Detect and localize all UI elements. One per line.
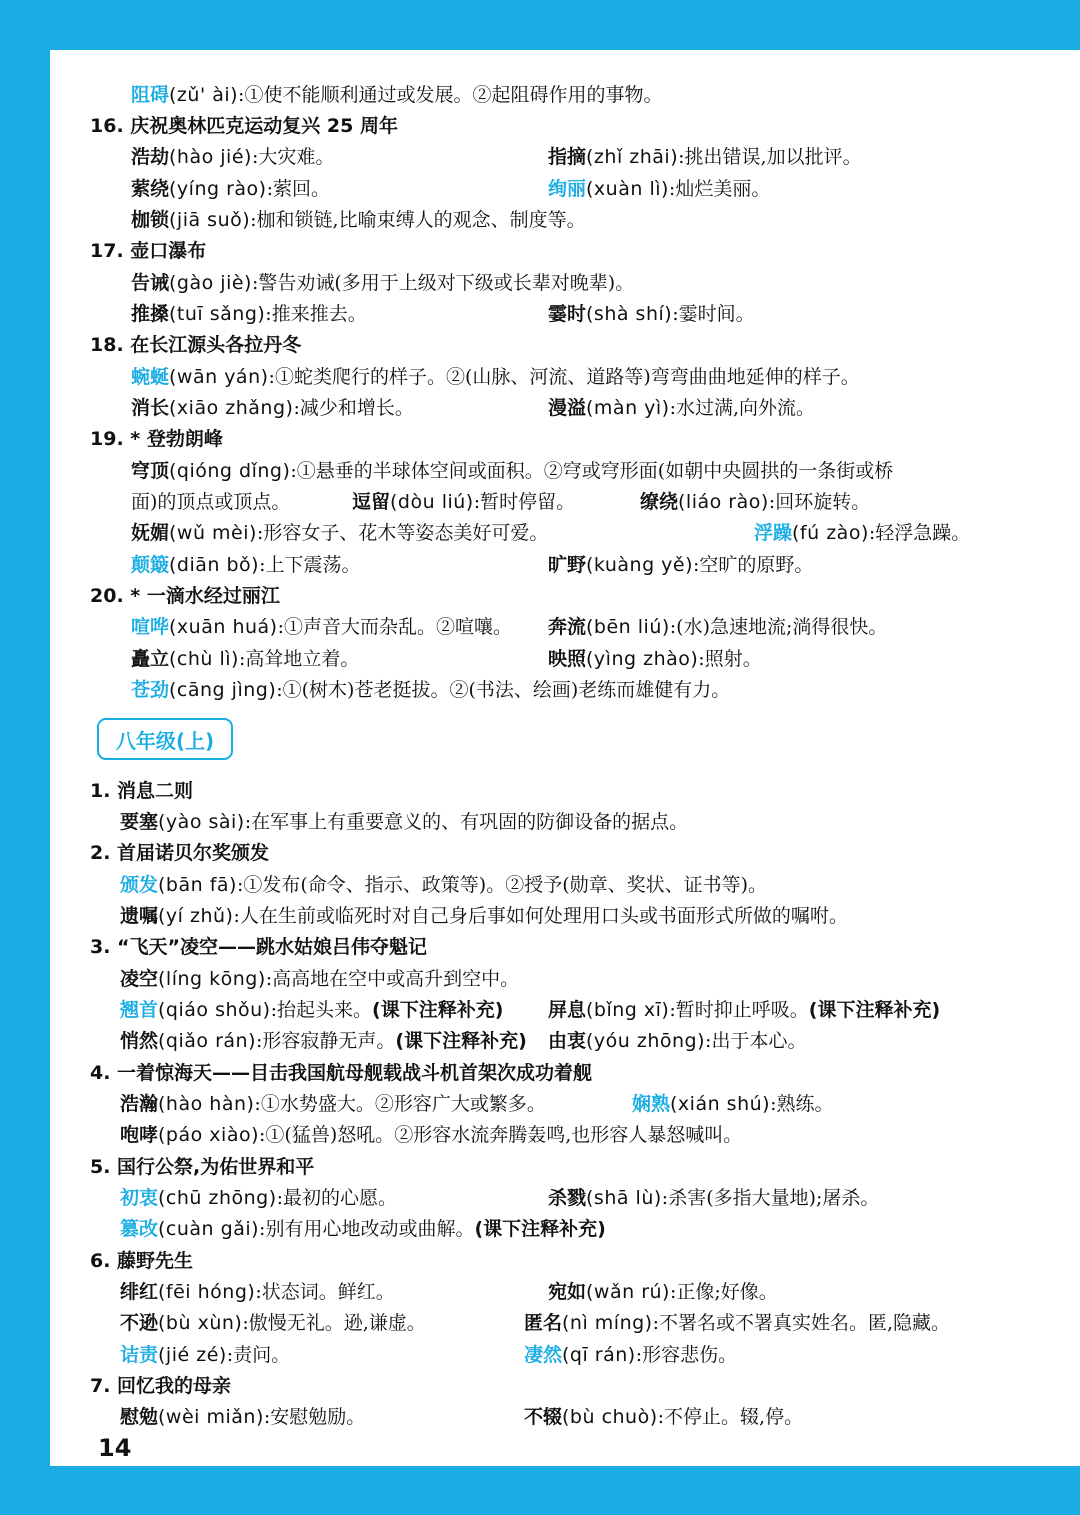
vocab-word: 要塞 bbox=[120, 811, 159, 833]
vocab-entry bbox=[120, 1308, 426, 1339]
vocab-entry bbox=[131, 142, 334, 173]
vocab-entry bbox=[120, 870, 767, 901]
top-color-band bbox=[0, 0, 1080, 50]
vocab-word: 浮躁 bbox=[754, 522, 793, 544]
vocab-pinyin: (liáo rào) bbox=[678, 491, 769, 513]
vocab-definition: :最初的心愿。 bbox=[276, 1187, 398, 1209]
vocab-pinyin: (chū zhōng) bbox=[158, 1187, 277, 1209]
vocab-pinyin: (wèi miǎn) bbox=[158, 1406, 264, 1428]
vocab-pinyin: (màn yì) bbox=[586, 397, 670, 419]
vocab-definition: :水过满,向外流。 bbox=[669, 397, 816, 419]
vocab-word: 阻碍 bbox=[131, 84, 170, 106]
vocab-pinyin: (chù lì) bbox=[169, 648, 239, 670]
vocab-word: 颁发 bbox=[120, 874, 159, 896]
supplement-note: (课下注释补充) bbox=[395, 1030, 527, 1052]
vocab-entry bbox=[352, 487, 575, 518]
vocab-entry bbox=[120, 1277, 395, 1308]
vocab-entry bbox=[548, 550, 813, 581]
vocab-definition: :暂时停留。 bbox=[473, 491, 576, 513]
vocab-word: 矗立 bbox=[131, 648, 170, 670]
vocab-word: 推搡 bbox=[131, 303, 170, 325]
vocab-word: 宛如 bbox=[548, 1281, 587, 1303]
lesson-heading: 7. 回忆我的母亲 bbox=[90, 1375, 232, 1397]
vocab-word: 浩瀚 bbox=[120, 1093, 159, 1115]
vocab-word: 霎时 bbox=[548, 303, 587, 325]
vocab-word: 由衷 bbox=[548, 1030, 587, 1052]
vocab-definition: :人在生前或临死时对自己身后事如何处理用口头或书面形式所做的嘱咐。 bbox=[233, 905, 848, 927]
vocab-word: 消长 bbox=[131, 397, 170, 419]
vocab-entry bbox=[120, 807, 688, 838]
vocab-entry bbox=[131, 644, 359, 675]
vocab-pinyin: (xuàn lì) bbox=[586, 178, 669, 200]
vocab-entry bbox=[548, 644, 762, 675]
vocab-pinyin: (wǔ mèi) bbox=[169, 522, 257, 544]
vocab-entry bbox=[548, 1026, 806, 1057]
lesson-heading: 3. “飞天”凌空——跳水姑娘吕伟夺魁记 bbox=[90, 936, 428, 958]
vocab-word: 凌空 bbox=[120, 968, 159, 990]
vocab-entry bbox=[131, 362, 860, 393]
vocab-definition: :傲慢无礼。逊,谦虚。 bbox=[242, 1312, 426, 1334]
vocab-pinyin: (tuī sǎng) bbox=[169, 303, 266, 325]
vocab-pinyin: (yí zhǔ) bbox=[158, 905, 234, 927]
vocab-definition: :大灾难。 bbox=[251, 146, 335, 168]
vocab-definition: :形容寂静无声。 bbox=[255, 1030, 396, 1052]
bottom-color-band bbox=[0, 1466, 1080, 1515]
vocab-definition: :责问。 bbox=[226, 1344, 291, 1366]
vocab-entry bbox=[120, 1026, 527, 1057]
vocab-pinyin: (xiāo zhǎng) bbox=[169, 397, 294, 419]
vocab-word: 悄然 bbox=[120, 1030, 159, 1052]
vocab-word: 奔流 bbox=[548, 616, 587, 638]
vocab-word: 喧哗 bbox=[131, 616, 170, 638]
vocab-entry bbox=[131, 80, 662, 111]
vocab-word: 杀戮 bbox=[548, 1187, 587, 1209]
vocab-pinyin: (yào sài) bbox=[158, 811, 245, 833]
vocab-pinyin: (bēn liú) bbox=[586, 616, 670, 638]
vocab-definition: :安慰勉励。 bbox=[263, 1406, 366, 1428]
vocab-pinyin: (nì míng) bbox=[562, 1312, 653, 1334]
vocab-entry bbox=[120, 964, 519, 995]
vocab-pinyin: (qiǎo rán) bbox=[158, 1030, 256, 1052]
vocab-definition: :减少和增长。 bbox=[293, 397, 414, 419]
vocab-pinyin: (bǐng xī) bbox=[586, 999, 670, 1021]
vocab-definition: :不停止。辍,停。 bbox=[657, 1406, 804, 1428]
vocab-entry bbox=[524, 1402, 803, 1433]
vocab-word: 指摘 bbox=[548, 146, 587, 168]
vocab-definition: :高高地在空中或高升到空中。 bbox=[265, 968, 520, 990]
vocab-entry bbox=[131, 518, 548, 549]
vocab-entry bbox=[120, 1120, 742, 1151]
vocab-pinyin: (jié zé) bbox=[158, 1344, 227, 1366]
vocab-definition: :霎时间。 bbox=[672, 303, 755, 325]
vocab-pinyin: (dòu liú) bbox=[390, 491, 474, 513]
vocab-definition: :①蛇类爬行的样子。②(山脉、河流、道路等)弯弯曲曲地延伸的样子。 bbox=[268, 366, 860, 388]
vocab-pinyin: (jiā suǒ) bbox=[169, 209, 251, 231]
vocab-definition: :①(猛兽)怒吼。②形容水流奔腾轰鸣,也形容人暴怒喊叫。 bbox=[259, 1124, 743, 1146]
vocab-entry bbox=[120, 1340, 290, 1371]
vocab-word: 不逊 bbox=[120, 1312, 159, 1334]
vocab-entry bbox=[131, 268, 634, 299]
vocab-entry bbox=[131, 456, 893, 487]
vocab-entry bbox=[131, 487, 290, 518]
vocab-definition: :轻浮急躁。 bbox=[868, 522, 971, 544]
vocab-definition: :枷和锁链,比喻束缚人的观念、制度等。 bbox=[250, 209, 586, 231]
vocab-pinyin: (líng kōng) bbox=[158, 968, 266, 990]
vocab-pinyin: (qióng dǐng) bbox=[169, 460, 291, 482]
vocab-word: 翘首 bbox=[120, 999, 159, 1021]
vocab-word: 苍劲 bbox=[131, 679, 170, 701]
vocab-definition: :(水)急速地流;淌得很快。 bbox=[669, 616, 888, 638]
vocab-entry bbox=[120, 901, 848, 932]
vocab-word: 映照 bbox=[548, 648, 587, 670]
vocab-word: 诘责 bbox=[120, 1344, 159, 1366]
vocab-word: 妩媚 bbox=[131, 522, 170, 544]
vocab-definition: :杀害(多指大量地);屠杀。 bbox=[661, 1187, 880, 1209]
vocab-word: 绚丽 bbox=[548, 178, 587, 200]
vocab-entry bbox=[120, 1214, 606, 1245]
vocab-definition: :挑出错误,加以批评。 bbox=[678, 146, 862, 168]
vocab-definition: :推来推去。 bbox=[265, 303, 367, 325]
vocab-word: 娴熟 bbox=[632, 1093, 671, 1115]
supplement-note: (课下注释补充) bbox=[808, 999, 941, 1021]
vocab-pinyin: (bù xùn) bbox=[158, 1312, 243, 1334]
vocab-pinyin: (zhǐ zhāi) bbox=[586, 146, 679, 168]
vocab-entry bbox=[548, 299, 755, 330]
vocab-pinyin: (bù chuò) bbox=[562, 1406, 658, 1428]
vocab-definition: :①水势盛大。②形容广大或繁多。 bbox=[254, 1093, 546, 1115]
vocab-entry bbox=[120, 995, 503, 1026]
page-number: 14 bbox=[98, 1434, 132, 1462]
supplement-note: (课下注释补充) bbox=[372, 999, 504, 1021]
vocab-word: 告诫 bbox=[131, 272, 170, 294]
lesson-heading: 17. 壶口瀑布 bbox=[90, 240, 207, 262]
vocab-word: 篡改 bbox=[120, 1218, 159, 1240]
vocab-word: 不辍 bbox=[524, 1406, 563, 1428]
vocab-definition: :回环旋转。 bbox=[768, 491, 871, 513]
vocab-pinyin: (gào jiè) bbox=[169, 272, 252, 294]
lesson-heading: 16. 庆祝奥林匹克运动复兴 25 周年 bbox=[90, 115, 398, 137]
vocab-word: 凄然 bbox=[524, 1344, 563, 1366]
vocab-definition: :形容悲伤。 bbox=[635, 1344, 738, 1366]
vocab-word: 初衷 bbox=[120, 1187, 159, 1209]
vocab-definition: :出于本心。 bbox=[705, 1030, 807, 1052]
grade-section-badge: 八年级(上) bbox=[97, 718, 233, 760]
vocab-entry bbox=[548, 1277, 778, 1308]
vocab-pinyin: (qī rán) bbox=[562, 1344, 636, 1366]
vocab-entry bbox=[131, 550, 361, 581]
vocab-word: 绯红 bbox=[120, 1281, 159, 1303]
vocab-entry bbox=[524, 1308, 950, 1339]
vocab-entry bbox=[131, 205, 586, 236]
vocab-pinyin: (yíng rào) bbox=[169, 178, 267, 200]
vocab-pinyin: (cuàn gǎi) bbox=[158, 1218, 260, 1240]
vocab-definition: :不署名或不署真实姓名。匿,隐藏。 bbox=[652, 1312, 951, 1334]
lesson-heading: 18. 在长江源头各拉丹冬 bbox=[90, 334, 302, 356]
lesson-heading: 19. * 登勃朗峰 bbox=[90, 428, 223, 450]
vocab-word: 枷锁 bbox=[131, 209, 170, 231]
vocab-definition: 面)的顶点或顶点。 bbox=[131, 491, 291, 513]
lesson-heading: 5. 国行公祭,为佑世界和平 bbox=[90, 1156, 315, 1178]
vocab-entry bbox=[131, 174, 330, 205]
vocab-pinyin: (zǔ' ài) bbox=[169, 84, 239, 106]
vocab-pinyin: (hào jié) bbox=[169, 146, 252, 168]
vocab-pinyin: (cāng jìng) bbox=[169, 679, 277, 701]
vocab-entry bbox=[524, 1340, 737, 1371]
vocab-definition: :照射。 bbox=[698, 648, 762, 670]
vocab-word: 穹顶 bbox=[131, 460, 170, 482]
vocab-definition: :抬起头来。 bbox=[270, 999, 373, 1021]
vocab-definition: :在军事上有重要意义的、有巩固的防御设备的据点。 bbox=[244, 811, 689, 833]
vocab-definition: :灿烂美丽。 bbox=[668, 178, 771, 200]
vocab-definition: :状态词。鲜红。 bbox=[255, 1281, 395, 1303]
vocab-pinyin: (wān yán) bbox=[169, 366, 269, 388]
vocab-pinyin: (yìng zhào) bbox=[586, 648, 699, 670]
vocab-word: 遗嘱 bbox=[120, 905, 159, 927]
vocab-word: 浩劫 bbox=[131, 146, 170, 168]
vocab-word: 旷野 bbox=[548, 554, 587, 576]
vocab-definition: :警告劝诫(多用于上级对下级或长辈对晚辈)。 bbox=[251, 272, 635, 294]
vocab-entry bbox=[120, 1402, 365, 1433]
vocab-pinyin: (bān fā) bbox=[158, 874, 237, 896]
vocab-pinyin: (qiáo shǒu) bbox=[158, 999, 271, 1021]
vocab-entry bbox=[754, 518, 970, 549]
vocab-definition: :空旷的原野。 bbox=[693, 554, 814, 576]
vocab-word: 咆哮 bbox=[120, 1124, 159, 1146]
vocab-entry bbox=[131, 612, 512, 643]
vocab-definition: :萦回。 bbox=[266, 178, 330, 200]
vocab-pinyin: (hào hàn) bbox=[158, 1093, 255, 1115]
vocab-definition: :形容女子、花木等姿态美好可爱。 bbox=[256, 522, 549, 544]
vocab-entry bbox=[548, 142, 862, 173]
vocab-entry bbox=[632, 1089, 833, 1120]
vocab-entry bbox=[120, 1089, 546, 1120]
vocab-entry bbox=[548, 995, 940, 1026]
vocab-entry bbox=[131, 393, 414, 424]
vocab-definition: :①使不能顺利通过或发展。②起阻碍作用的事物。 bbox=[238, 84, 663, 106]
vocab-definition: :①发布(命令、指示、政策等)。②授予(勋章、奖状、证书等)。 bbox=[236, 874, 768, 896]
vocab-word: 漫溢 bbox=[548, 397, 587, 419]
vocab-entry bbox=[640, 487, 870, 518]
vocab-definition: :①(树木)苍老挺拔。②(书法、绘画)老练而雄健有力。 bbox=[276, 679, 731, 701]
vocab-pinyin: (shā lù) bbox=[586, 1187, 662, 1209]
supplement-note: (课下注释补充) bbox=[474, 1218, 606, 1240]
vocab-entry bbox=[131, 299, 367, 330]
vocab-word: 萦绕 bbox=[131, 178, 170, 200]
vocab-pinyin: (yóu zhōng) bbox=[586, 1030, 706, 1052]
vocab-pinyin: (xián shú) bbox=[670, 1093, 771, 1115]
vocab-word: 逗留 bbox=[352, 491, 391, 513]
vocab-entry bbox=[548, 1183, 879, 1214]
vocab-pinyin: (páo xiào) bbox=[158, 1124, 259, 1146]
vocab-word: 颠簸 bbox=[131, 554, 170, 576]
vocab-entry bbox=[548, 174, 770, 205]
vocab-entry bbox=[548, 393, 815, 424]
vocab-pinyin: (fú zào) bbox=[792, 522, 869, 544]
vocab-definition: :①声音大而杂乱。②喧嚷。 bbox=[277, 616, 512, 638]
vocab-definition: :①悬垂的半球体空间或面积。②穹或穹形面(如朝中央圆拱的一条街或桥 bbox=[290, 460, 894, 482]
vocab-pinyin: (diān bǒ) bbox=[169, 554, 260, 576]
vocab-definition: :上下震荡。 bbox=[259, 554, 361, 576]
vocab-word: 屏息 bbox=[548, 999, 587, 1021]
lesson-heading: 6. 藤野先生 bbox=[90, 1250, 194, 1272]
vocab-pinyin: (xuān huá) bbox=[169, 616, 278, 638]
vocab-pinyin: (kuàng yě) bbox=[586, 554, 694, 576]
vocab-entry bbox=[548, 612, 887, 643]
vocab-entry bbox=[120, 1183, 397, 1214]
vocab-definition: :正像;好像。 bbox=[669, 1281, 778, 1303]
vocab-word: 慰勉 bbox=[120, 1406, 159, 1428]
lesson-heading: 20. * 一滴水经过丽江 bbox=[90, 585, 280, 607]
vocab-pinyin: (wǎn rú) bbox=[586, 1281, 670, 1303]
vocab-entry bbox=[131, 675, 730, 706]
vocab-pinyin: (fēi hóng) bbox=[158, 1281, 256, 1303]
vocab-word: 缭绕 bbox=[640, 491, 679, 513]
vocab-definition: :暂时抑止呼吸。 bbox=[669, 999, 809, 1021]
vocab-definition: :别有用心地改动或曲解。 bbox=[259, 1218, 475, 1240]
vocab-word: 匿名 bbox=[524, 1312, 563, 1334]
left-color-band bbox=[0, 0, 50, 1515]
lesson-heading: 2. 首届诺贝尔奖颁发 bbox=[90, 842, 270, 864]
vocab-word: 蜿蜒 bbox=[131, 366, 170, 388]
vocab-definition: :熟练。 bbox=[770, 1093, 834, 1115]
lesson-heading: 1. 消息二则 bbox=[90, 780, 194, 802]
lesson-heading: 4. 一着惊海天——目击我国航母舰载战斗机首架次成功着舰 bbox=[90, 1062, 593, 1084]
vocab-definition: :高耸地立着。 bbox=[238, 648, 360, 670]
vocab-pinyin: (shà shí) bbox=[586, 303, 673, 325]
